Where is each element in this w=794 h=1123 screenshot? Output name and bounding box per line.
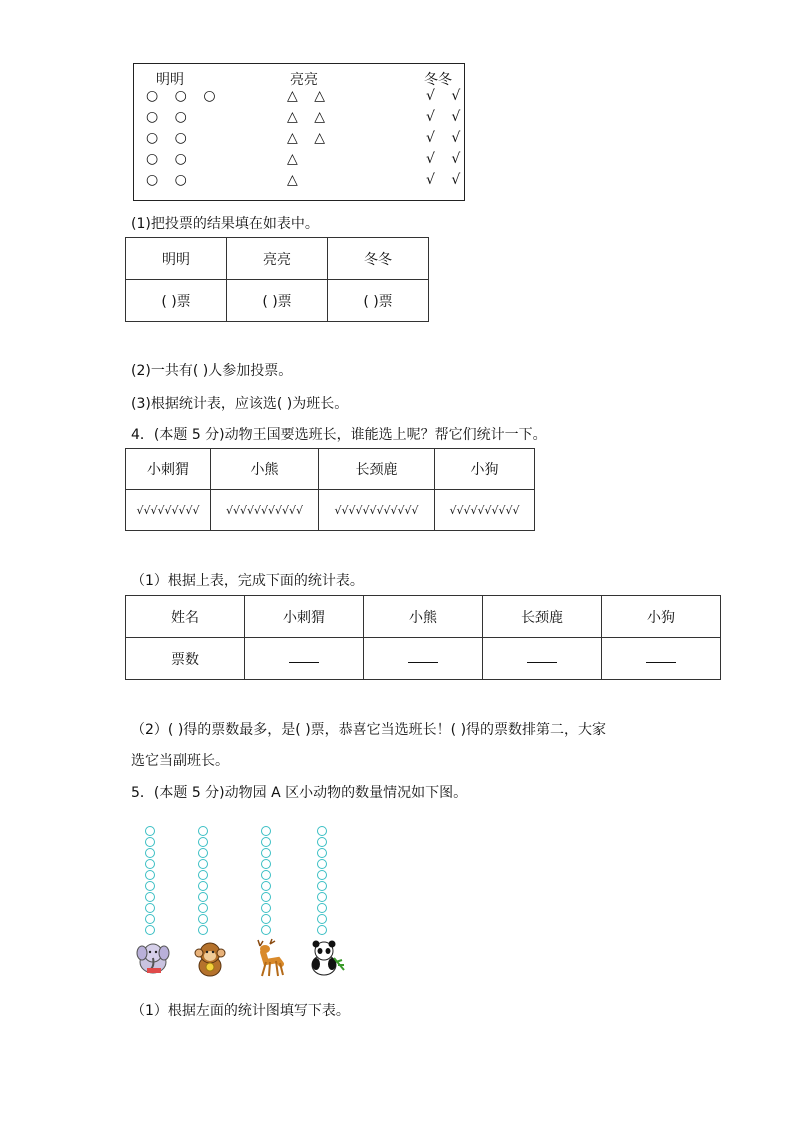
bead (317, 903, 327, 913)
dongdong-tally-row: √ √ (426, 130, 467, 146)
q2-text: (2)一共有( )人参加投票。 (131, 363, 293, 379)
mingming-tally-row: ○ ○ (146, 109, 193, 125)
bead (317, 826, 327, 836)
bead (261, 903, 271, 913)
bead (261, 837, 271, 847)
stat-answer-hedgehog[interactable] (245, 638, 364, 680)
vote-header-liangliang: 亮亮 (227, 238, 328, 280)
elephant-icon (133, 938, 173, 978)
bead (145, 914, 155, 924)
answer-blank[interactable] (527, 652, 557, 663)
tally-header-liangliang: 亮亮 (290, 72, 318, 88)
bead (145, 826, 155, 836)
bead (198, 914, 208, 924)
p4-tally-bear: √√√√√√√√√√√ (211, 490, 319, 531)
stat-header-bear: 小熊 (364, 596, 483, 638)
bead (198, 892, 208, 902)
bead (145, 903, 155, 913)
bead (317, 914, 327, 924)
dongdong-tally-row: √ √ (426, 109, 467, 125)
p5-sub1: （1）根据左面的统计图填写下表。 (131, 1003, 350, 1019)
dongdong-tally-row: √ √ (426, 88, 467, 104)
p4-tally-table (125, 448, 535, 531)
bead (198, 881, 208, 891)
bead (145, 881, 155, 891)
stat-header-dog: 小狗 (602, 596, 721, 638)
bead (261, 881, 271, 891)
bead (198, 848, 208, 858)
bead (317, 892, 327, 902)
liangliang-tally-row: △ △ (287, 88, 331, 104)
bead-column (145, 826, 157, 936)
mingming-tally-row: ○ ○ (146, 130, 193, 146)
p4-sub2-line1: （2）( )得的票数最多，是( )票，恭喜它当选班长！( )得的票数排第二，大家 (131, 722, 607, 738)
bead-column (261, 826, 273, 936)
q1-instruction: (1)把投票的结果填在如表中。 (131, 216, 319, 232)
deer-icon (248, 938, 288, 978)
p4-header-dog: 小狗 (435, 449, 535, 490)
p5-title: 5．(本题 5 分)动物园 A 区小动物的数量情况如下图。 (131, 785, 468, 801)
bead (317, 881, 327, 891)
bead (261, 848, 271, 858)
q3-text: (3)根据统计表，应该选( )为班长。 (131, 396, 349, 412)
stat-header-name: 姓名 (126, 596, 245, 638)
liangliang-tally-row: △ (287, 172, 304, 188)
liangliang-tally-row: △ △ (287, 130, 331, 146)
monkey-icon (190, 938, 230, 978)
bead-column (198, 826, 210, 936)
p4-tally-dog: √√√√√√√√√√ (435, 490, 535, 531)
bead (198, 826, 208, 836)
bead (317, 837, 327, 847)
p4-title: 4．(本题 5 分)动物王国要选班长，谁能选上呢？帮它们统计一下。 (131, 427, 547, 443)
bead (198, 859, 208, 869)
liangliang-tally-row: △ △ (287, 109, 331, 125)
bead-column (317, 826, 329, 936)
bead (261, 914, 271, 924)
p4-sub1: （1）根据上表，完成下面的统计表。 (131, 573, 364, 589)
bead (198, 903, 208, 913)
dongdong-tally-row: √ √ (426, 172, 467, 188)
p4-header-bear: 小熊 (211, 449, 319, 490)
answer-blank[interactable] (289, 652, 319, 663)
bead (261, 925, 271, 935)
bead (261, 870, 271, 880)
p4-tally-giraffe: √√√√√√√√√√√√ (319, 490, 435, 531)
mingming-tally-row: ○ ○ (146, 151, 193, 167)
p4-sub2-line2: 选它当副班长。 (131, 753, 229, 769)
mingming-tally-row: ○ ○ (146, 172, 193, 188)
bead (145, 837, 155, 847)
dongdong-tally-row: √ √ (426, 151, 467, 167)
vote-cell-liangliang[interactable]: ( )票 (227, 280, 328, 322)
stat-header-hedgehog: 小刺猬 (245, 596, 364, 638)
bead (198, 837, 208, 847)
stat-answer-dog[interactable] (602, 638, 721, 680)
bead (145, 892, 155, 902)
answer-blank[interactable] (646, 652, 676, 663)
vote-table (125, 237, 429, 322)
bead (317, 859, 327, 869)
stat-header-giraffe: 长颈鹿 (483, 596, 602, 638)
bead (261, 892, 271, 902)
tally-header-dongdong: 冬冬 (424, 72, 452, 88)
p4-header-giraffe: 长颈鹿 (319, 449, 435, 490)
mingming-tally-row: ○ ○ ○ (146, 88, 222, 104)
bead (145, 870, 155, 880)
vote-header-mingming: 明明 (126, 238, 227, 280)
p4-tally-hedgehog: √√√√√√√√√ (126, 490, 211, 531)
stat-answer-giraffe[interactable] (483, 638, 602, 680)
bead (198, 870, 208, 880)
bead (261, 826, 271, 836)
stat-row-label: 票数 (126, 638, 245, 680)
p4-header-hedgehog: 小刺猬 (126, 449, 211, 490)
bead (317, 848, 327, 858)
liangliang-tally-row: △ (287, 151, 304, 167)
stat-answer-bear[interactable] (364, 638, 483, 680)
bead (145, 848, 155, 858)
vote-header-dongdong: 冬冬 (328, 238, 429, 280)
vote-cell-dongdong[interactable]: ( )票 (328, 280, 429, 322)
bead (261, 859, 271, 869)
p4-stat-table (125, 595, 721, 680)
panda-icon (306, 938, 346, 978)
bead (198, 925, 208, 935)
bead (145, 925, 155, 935)
answer-blank[interactable] (408, 652, 438, 663)
bead (145, 859, 155, 869)
bead (317, 925, 327, 935)
vote-cell-mingming[interactable]: ( )票 (126, 280, 227, 322)
tally-header-mingming: 明明 (156, 72, 184, 88)
bead (317, 870, 327, 880)
